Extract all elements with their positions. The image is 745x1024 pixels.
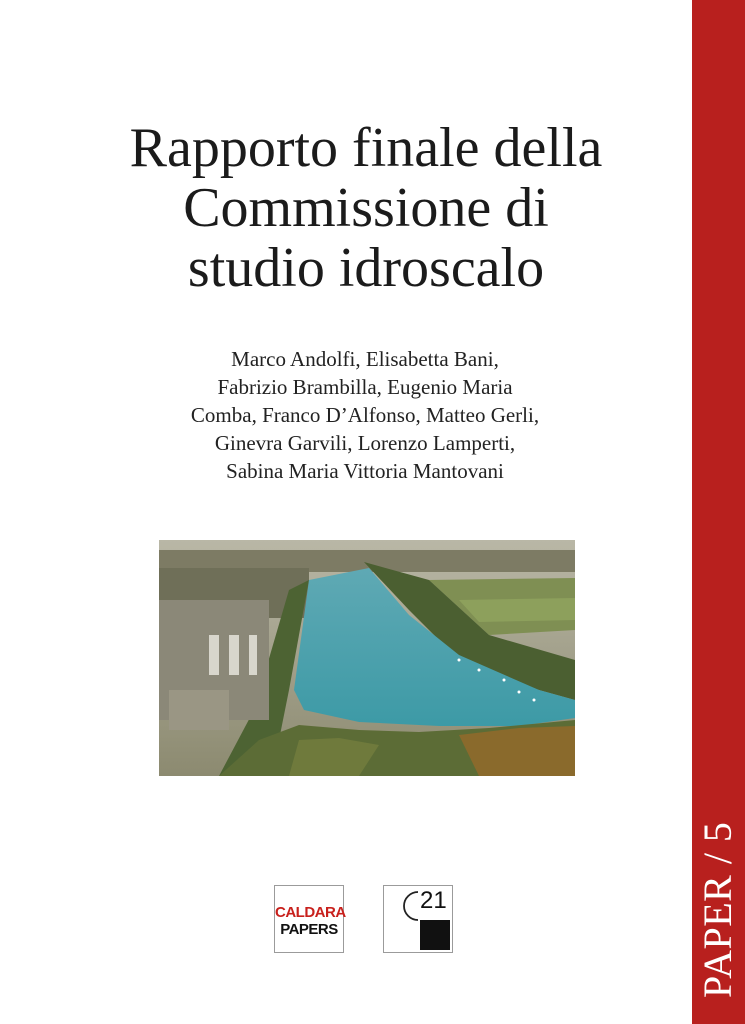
logo-line-2: PAPERS [280, 921, 338, 938]
title-line: studio idroscalo [187, 237, 545, 299]
cover-title [40, 118, 692, 298]
title-line: Commissione di [183, 177, 549, 239]
aerial-lake-illustration [159, 540, 575, 776]
aerial-lake-photo [159, 540, 575, 776]
author-line: Ginevra Garvili, Lorenzo Lamperti, [214, 431, 516, 455]
series-label: PAPER / 5 [695, 821, 740, 998]
c21-number: 21 [420, 887, 447, 914]
caldara-papers-logo [274, 885, 344, 953]
logo-line-1: CALDARA [275, 904, 346, 921]
author-line: Sabina Maria Vittoria Mantovani [226, 459, 504, 483]
author-line: Marco Andolfi, Elisabetta Bani, [231, 347, 499, 371]
c21-logo [383, 885, 453, 953]
author-line: Comba, Franco D’Alfonso, Matteo Gerli, [190, 403, 540, 427]
author-list [110, 345, 620, 485]
title-line: Rapporto finale della [129, 117, 603, 179]
author-line: Fabrizio Brambilla, Eugenio Maria [217, 375, 513, 399]
